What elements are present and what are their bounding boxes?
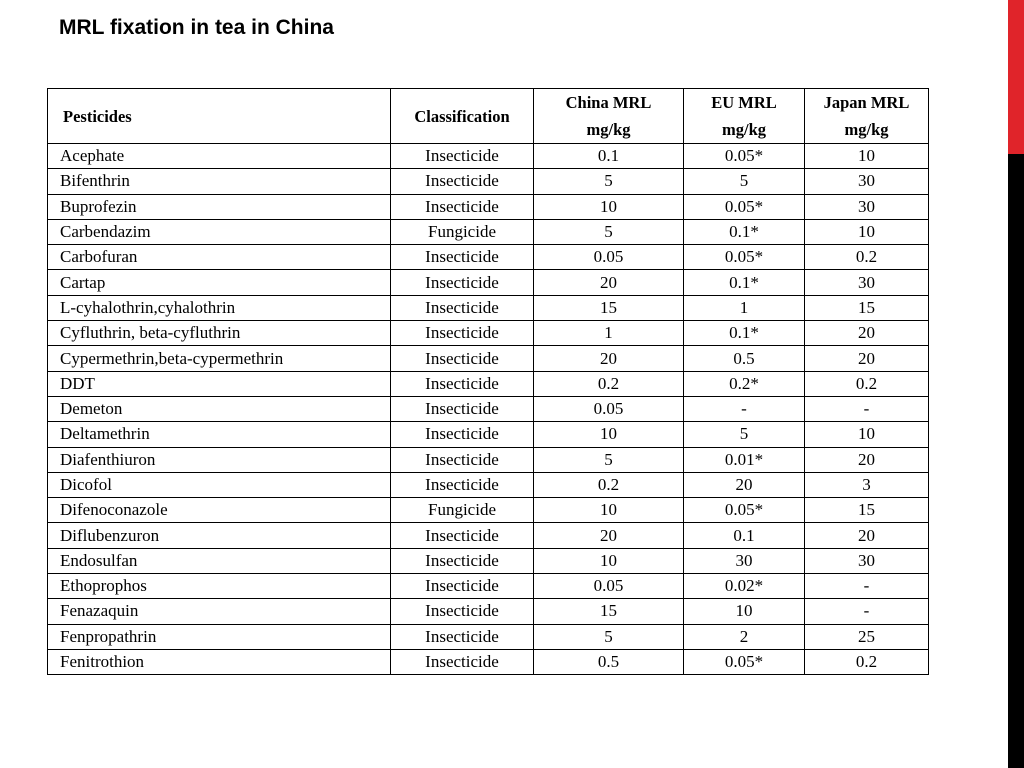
cell-pesticide: Cyfluthrin, beta-cyfluthrin: [48, 321, 391, 346]
cell-classification: Insecticide: [391, 599, 534, 624]
header-china-mrl-unit: mg/kg: [586, 120, 631, 139]
cell-classification: Insecticide: [391, 270, 534, 295]
cell-classification: Fungicide: [391, 219, 534, 244]
cell-pesticide: Buprofezin: [48, 194, 391, 219]
cell-classification: Insecticide: [391, 548, 534, 573]
cell-japan-mrl: 20: [805, 447, 929, 472]
cell-japan-mrl: 10: [805, 422, 929, 447]
cell-pesticide: Deltamethrin: [48, 422, 391, 447]
cell-classification: Insecticide: [391, 295, 534, 320]
cell-china-mrl: 0.5: [534, 649, 684, 674]
header-china-mrl: [534, 89, 684, 144]
cell-eu-mrl: 0.1*: [684, 321, 805, 346]
cell-eu-mrl: 0.05*: [684, 245, 805, 270]
header-pesticides-label: Pesticides: [63, 106, 132, 126]
table-body: [48, 144, 929, 675]
cell-japan-mrl: 25: [805, 624, 929, 649]
table-row: [48, 599, 929, 624]
table-row: [48, 144, 929, 169]
cell-japan-mrl: 0.2: [805, 245, 929, 270]
table-row: [48, 447, 929, 472]
cell-classification: Insecticide: [391, 447, 534, 472]
table-row: [48, 346, 929, 371]
cell-classification: Insecticide: [391, 649, 534, 674]
cell-classification: Insecticide: [391, 574, 534, 599]
header-pesticides: [48, 89, 391, 144]
table-row: [48, 574, 929, 599]
cell-eu-mrl: -: [684, 396, 805, 421]
cell-eu-mrl: 0.05*: [684, 194, 805, 219]
cell-china-mrl: 0.05: [534, 574, 684, 599]
mrl-table: [47, 88, 929, 675]
cell-classification: Insecticide: [391, 245, 534, 270]
table-row: [48, 295, 929, 320]
cell-classification: Insecticide: [391, 169, 534, 194]
table-row: [48, 219, 929, 244]
cell-japan-mrl: 10: [805, 144, 929, 169]
table-row: [48, 422, 929, 447]
cell-classification: Insecticide: [391, 523, 534, 548]
cell-china-mrl: 20: [534, 523, 684, 548]
cell-china-mrl: 5: [534, 169, 684, 194]
cell-classification: Fungicide: [391, 498, 534, 523]
cell-japan-mrl: 15: [805, 295, 929, 320]
cell-pesticide: Bifenthrin: [48, 169, 391, 194]
cell-japan-mrl: 3: [805, 472, 929, 497]
cell-japan-mrl: -: [805, 396, 929, 421]
table-row: [48, 169, 929, 194]
header-classification-label: Classification: [414, 106, 510, 126]
cell-china-mrl: 0.05: [534, 396, 684, 421]
cell-pesticide: Cartap: [48, 270, 391, 295]
cell-eu-mrl: 0.02*: [684, 574, 805, 599]
cell-eu-mrl: 5: [684, 422, 805, 447]
cell-pesticide: Fenitrothion: [48, 649, 391, 674]
table-row: [48, 371, 929, 396]
cell-eu-mrl: 0.1*: [684, 270, 805, 295]
cell-pesticide: L-cyhalothrin,cyhalothrin: [48, 295, 391, 320]
table-row: [48, 396, 929, 421]
table-row: [48, 523, 929, 548]
cell-japan-mrl: 20: [805, 321, 929, 346]
cell-china-mrl: 0.2: [534, 472, 684, 497]
cell-japan-mrl: 30: [805, 169, 929, 194]
cell-china-mrl: 0.1: [534, 144, 684, 169]
table-row: [48, 194, 929, 219]
cell-china-mrl: 20: [534, 346, 684, 371]
cell-pesticide: Endosulfan: [48, 548, 391, 573]
cell-eu-mrl: 0.1: [684, 523, 805, 548]
table-row: [48, 245, 929, 270]
header-classification: [391, 89, 534, 144]
cell-classification: Insecticide: [391, 624, 534, 649]
cell-japan-mrl: 0.2: [805, 371, 929, 396]
cell-pesticide: Ethoprophos: [48, 574, 391, 599]
cell-eu-mrl: 2: [684, 624, 805, 649]
cell-pesticide: Demeton: [48, 396, 391, 421]
cell-classification: Insecticide: [391, 396, 534, 421]
cell-japan-mrl: 0.2: [805, 649, 929, 674]
cell-china-mrl: 20: [534, 270, 684, 295]
cell-china-mrl: 10: [534, 548, 684, 573]
cell-eu-mrl: 20: [684, 472, 805, 497]
cell-china-mrl: 15: [534, 599, 684, 624]
table-header-row: [48, 89, 929, 144]
cell-eu-mrl: 0.05*: [684, 498, 805, 523]
cell-eu-mrl: 30: [684, 548, 805, 573]
cell-eu-mrl: 0.2*: [684, 371, 805, 396]
slide-title: MRL fixation in tea in China: [59, 16, 334, 39]
cell-eu-mrl: 10: [684, 599, 805, 624]
cell-eu-mrl: 1: [684, 295, 805, 320]
cell-classification: Insecticide: [391, 422, 534, 447]
cell-japan-mrl: 15: [805, 498, 929, 523]
cell-classification: Insecticide: [391, 321, 534, 346]
cell-classification: Insecticide: [391, 346, 534, 371]
cell-japan-mrl: 10: [805, 219, 929, 244]
table-row: [48, 472, 929, 497]
cell-japan-mrl: -: [805, 599, 929, 624]
cell-china-mrl: 15: [534, 295, 684, 320]
cell-pesticide: Carbofuran: [48, 245, 391, 270]
cell-pesticide: Diflubenzuron: [48, 523, 391, 548]
cell-pesticide: Carbendazim: [48, 219, 391, 244]
header-eu-mrl: [684, 89, 805, 144]
cell-pesticide: Fenazaquin: [48, 599, 391, 624]
cell-classification: Insecticide: [391, 144, 534, 169]
cell-china-mrl: 5: [534, 624, 684, 649]
cell-eu-mrl: 0.01*: [684, 447, 805, 472]
header-japan-mrl-unit: mg/kg: [844, 120, 889, 139]
cell-pesticide: Cypermethrin,beta-cypermethrin: [48, 346, 391, 371]
cell-japan-mrl: 30: [805, 270, 929, 295]
cell-eu-mrl: 5: [684, 169, 805, 194]
table-row: [48, 649, 929, 674]
cell-japan-mrl: 20: [805, 346, 929, 371]
table-row: [48, 548, 929, 573]
cell-japan-mrl: 30: [805, 548, 929, 573]
cell-china-mrl: 10: [534, 194, 684, 219]
cell-china-mrl: 0.2: [534, 371, 684, 396]
cell-pesticide: Diafenthiuron: [48, 447, 391, 472]
cell-china-mrl: 5: [534, 447, 684, 472]
header-japan-mrl: [805, 89, 929, 144]
cell-pesticide: Dicofol: [48, 472, 391, 497]
cell-classification: Insecticide: [391, 194, 534, 219]
cell-pesticide: Acephate: [48, 144, 391, 169]
cell-china-mrl: 1: [534, 321, 684, 346]
table-row: [48, 321, 929, 346]
cell-japan-mrl: 30: [805, 194, 929, 219]
table-row: [48, 624, 929, 649]
cell-eu-mrl: 0.5: [684, 346, 805, 371]
header-eu-mrl-label: EU MRL: [711, 93, 777, 112]
cell-classification: Insecticide: [391, 371, 534, 396]
cell-japan-mrl: 20: [805, 523, 929, 548]
cell-classification: Insecticide: [391, 472, 534, 497]
cell-china-mrl: 0.05: [534, 245, 684, 270]
accent-bar-black: [1008, 154, 1024, 768]
accent-bar-red: [1008, 0, 1024, 154]
header-eu-mrl-unit: mg/kg: [721, 120, 766, 139]
table-row: [48, 498, 929, 523]
cell-pesticide: Difenoconazole: [48, 498, 391, 523]
header-china-mrl-label: China MRL: [565, 93, 652, 112]
header-japan-mrl-label: Japan MRL: [823, 93, 910, 112]
table-row: [48, 270, 929, 295]
cell-pesticide: Fenpropathrin: [48, 624, 391, 649]
cell-china-mrl: 5: [534, 219, 684, 244]
cell-japan-mrl: -: [805, 574, 929, 599]
cell-pesticide: DDT: [48, 371, 391, 396]
cell-eu-mrl: 0.05*: [684, 649, 805, 674]
cell-eu-mrl: 0.05*: [684, 144, 805, 169]
cell-china-mrl: 10: [534, 422, 684, 447]
cell-china-mrl: 10: [534, 498, 684, 523]
cell-eu-mrl: 0.1*: [684, 219, 805, 244]
